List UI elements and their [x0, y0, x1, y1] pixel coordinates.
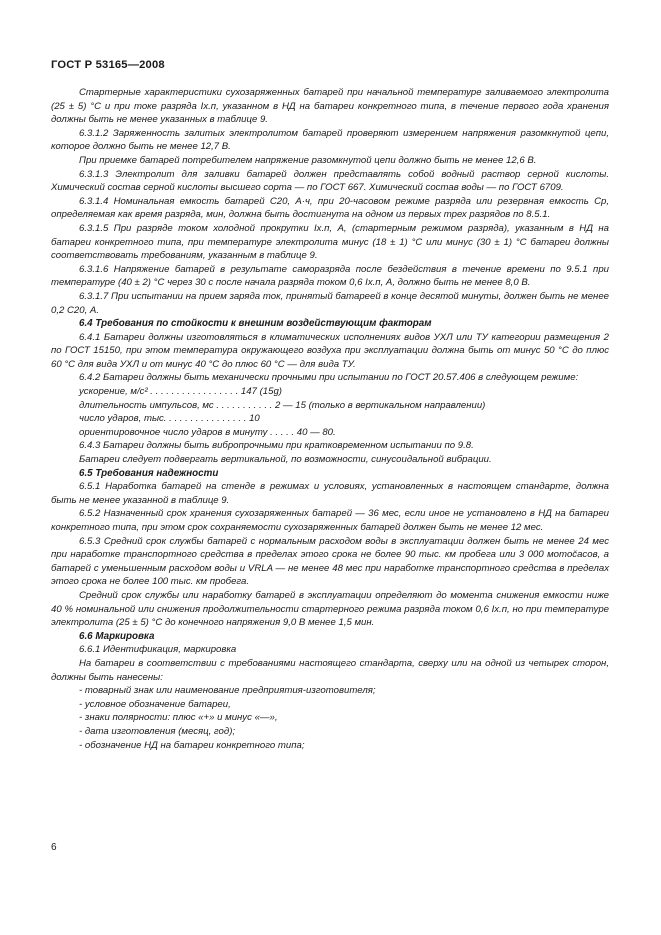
paragraph: 6.3.1.4 Номинальная емкость батарей С20, А·ч, при 20-часовом режиме разряда или резервная емкость Ср, определяемая как время разряда, мин, должна быть достигнута на одном из первых трех разрядов по 8.5.1. [51, 195, 609, 221]
list-item: - условное обозначение батареи, [79, 698, 231, 710]
list-item: - обозначение НД на батареи конкретного типа; [79, 739, 305, 751]
paragraph: 6.5.3 Средний срок службы батарей с нормальным расходом воды в эксплуатации должен быть не менее 24 мес при наработке транспортного средства в пределах этого срока не более 90 тыс. км пробега или 3 000 мотočасов, а батарей с уменьшенным расходом воды и VRLA — не менее 48 мес при наработке транспортного средства в пределах этого срока не более 100 тыс. км пробега. [51, 535, 609, 588]
section-heading-6-4: 6.4 Требования по стойкости к внешним воздействующим факторам [79, 318, 432, 330]
paragraph: При приемке батарей потребителем напряжение разомкнутой цепи должно быть не менее 12,6 В. [79, 154, 537, 166]
list-item: - товарный знак или наименование предприятия-изготовителя; [79, 685, 376, 697]
paragraph: 6.5.2 Назначенный срок хранения сухозаряженных батарей — 36 мес, если иное не установлено в НД на батареи конкретного типа, при этом срок сохраняемости сухозаряженных батарей должен быть не менее 12 мес. [51, 508, 609, 533]
document-header: ГОСТ Р 53165—2008 [51, 59, 165, 71]
test-parameters [51, 385, 609, 439]
paragraph: 6.4.3 Батареи должны быть вибропрочными при кратковременном испытании по 9.8. [79, 440, 474, 452]
list-item: - дата изготовления (месяц, год); [79, 725, 236, 737]
paragraph: На батареи в соответствии с требованиями настоящего стандарта, сверху или на одной из четырех сторон, должны быть нанесены: [51, 657, 609, 683]
paragraph: 6.3.1.7 При испытании на прием заряда ток, принятый батареей в конце десятой минуты, должен быть не менее 0,2 С20, А. [51, 290, 609, 316]
marking-list [51, 684, 609, 752]
parameter-line: ориентировочное число ударов в минуту . . . . . 40 — 80. [79, 426, 336, 438]
section-heading-6-6: 6.6 Маркировка [79, 630, 155, 642]
parameter-line: длительность импульсов, мс . . . . . . . . . . . 2 — 15 (только в вертикальном направлении) [79, 399, 486, 411]
paragraph: Батареи следует подвергать вертикальной, по возможности, синусоидальной вибрации. [79, 454, 492, 466]
document-body [51, 86, 609, 752]
paragraph: Средний срок службы или наработку батарей в эксплуатации определяют до момента снижения емкости ниже 40 % номинальной или снижения продолжительности стартерного режима разряда током 0,6 Iх.п, но при температуре электролита (25 ± 5) °С до конечного напряжения 9,0 В менее 1,5 мин. [51, 589, 609, 629]
paragraph: 6.3.1.5 При разряде током холодной прокрутки Iх.п, А, (стартерным режимом разряда), указанным в НД на батареи конкретного типа, при температуре электролита минус (18 ± 1) °С или минус (30 ± 1) °С батареи должны соответствовать требованиям, указанным в таблице 9. [51, 222, 609, 262]
page-number: 6 [51, 842, 57, 853]
parameter-line: ускорение, м/с² . . . . . . . . . . . . . . . . . 147 (15g) [79, 386, 283, 398]
paragraph: 6.3.1.3 Электролит для заливки батарей должен представлять собой водный раствор серной кислоты. Химический состав серной кислоты высшего сорта — по ГОСТ 667. Химический состав воды — по ГОСТ 6709. [51, 168, 609, 194]
paragraph: 6.4.2 Батареи должны быть механически прочными при испытании по ГОСТ 20.57.406 в следующем режиме: [79, 372, 579, 384]
paragraph: Стартерные характеристики сухозаряженных батарей при начальной температуре заливаемого электролита (25 ± 5) °С и при токе разряда Iх.п, указанном в НД на батареи конкретного типа, в течение первого года хранения должны быть не менее указанных в таблице 9. [51, 87, 609, 126]
paragraph: 6.5.1 Наработка батарей на стенде в режимах и условиях, установленных в настоящем стандарте, должна быть не менее указанной в таблице 9. [51, 481, 609, 506]
paragraph: 6.6.1 Идентификация, маркировка [79, 644, 237, 656]
parameter-line: число ударов, тыс. . . . . . . . . . . . . . . . 10 [79, 413, 260, 425]
paragraph: 6.4.1 Батареи должны изготовляться в климатических исполнениях видов УХЛ или ТУ категории размещения 2 по ГОСТ 15150, при этом температура окружающего воздуха при эксплуатации должна быть от минус 50 °С до плюс 60 °С для вида УХЛ и от минус 40 °С до плюс 60 °С — для вида ТУ. [51, 331, 609, 370]
list-item: - знаки полярности: плюс «+» и минус «—», [79, 712, 278, 724]
paragraph: 6.3.1.6 Напряжение батарей в результате саморазряда после бездействия в течение времени по 9.5.1 при температуре (40 ± 2) °С через 30 с после начала разряда током 0,6 Iх.п, А, должно быть не менее 8,0 В. [51, 263, 609, 289]
section-heading-6-5: 6.5 Требования надежности [79, 467, 219, 479]
paragraph: 6.3.1.2 Заряженность залитых электролитом батарей проверяют измерением напряжения разомкнутой цепи, которое должно быть не менее 12,7 В. [51, 127, 609, 153]
